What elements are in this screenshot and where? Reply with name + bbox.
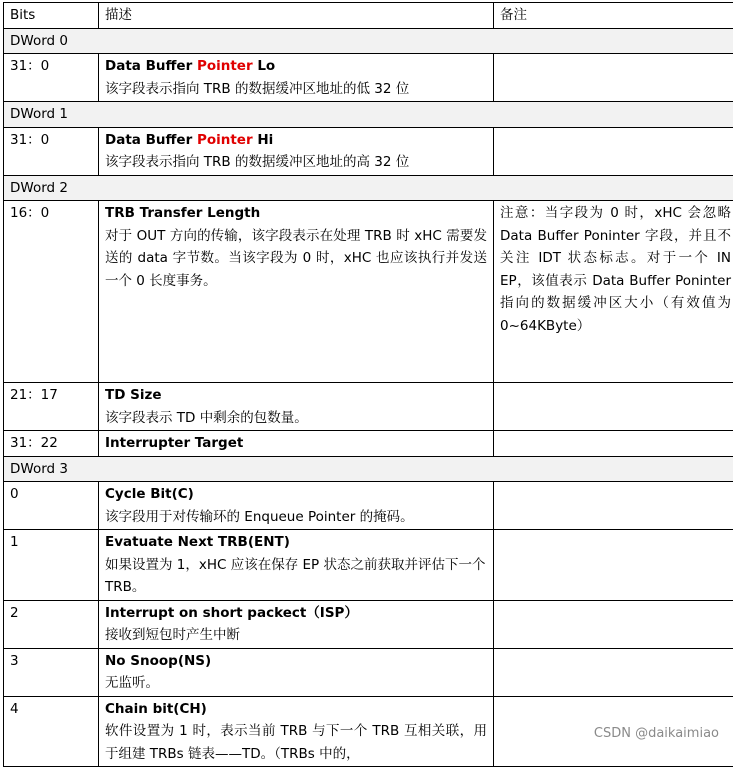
bits-cell: 21：17 (4, 383, 99, 431)
desc-cell (99, 530, 494, 601)
bits-cell: 16：0 (4, 201, 99, 383)
note-cell (494, 127, 733, 175)
desc-cell (99, 54, 494, 102)
dword-label: DWord 3 (4, 456, 733, 482)
bits-cell: 31：22 (4, 431, 99, 457)
note-cell (494, 431, 733, 457)
desc-cell (99, 201, 494, 383)
desc-cell (99, 600, 494, 648)
dword-row (4, 28, 733, 54)
field-title: Data Buffer Pointer Lo (105, 55, 487, 78)
note-cell (494, 530, 733, 601)
bits-cell: 2 (4, 600, 99, 648)
desc-cell (99, 431, 494, 457)
trb-field-table (3, 2, 733, 767)
field-desc: 对于 OUT 方向的传输，该字段表示在处理 TRB 时 xHC 需要发送的 data 字节数。当该字段为 0 时，xHC 也应该执行并发送一个 0 长度事务。 (105, 225, 487, 293)
field-desc: 接收到短包时产生中断 (105, 624, 487, 647)
note-cell (494, 648, 733, 696)
table-row (4, 54, 733, 102)
desc-cell (99, 383, 494, 431)
dword-label: DWord 1 (4, 102, 733, 128)
desc-cell (99, 482, 494, 530)
table-row (4, 600, 733, 648)
highlight-word: Pointer (197, 132, 253, 148)
field-desc: 无监听。 (105, 672, 487, 695)
field-desc: 该字段表示指向 TRB 的数据缓冲区地址的低 32 位 (105, 78, 487, 101)
header-bits: Bits (4, 3, 99, 29)
field-desc: 该字段用于对传输环的 Enqueue Pointer 的掩码。 (105, 506, 487, 529)
bits-cell: 0 (4, 482, 99, 530)
header-desc: 描述 (99, 3, 494, 29)
table-row (4, 482, 733, 530)
highlight-word: Pointer (197, 58, 253, 74)
table-row (4, 383, 733, 431)
note-cell (494, 383, 733, 431)
bits-cell: 31：0 (4, 54, 99, 102)
field-title: No Snoop(NS) (105, 650, 487, 673)
field-title: Interrupter Target (105, 432, 487, 455)
table-header-row (4, 3, 733, 29)
desc-cell (99, 696, 494, 767)
table-row (4, 530, 733, 601)
header-note: 备注 (494, 3, 733, 29)
field-title: Interrupt on short packect（ISP） (105, 602, 487, 625)
bits-cell: 3 (4, 648, 99, 696)
table-row (4, 127, 733, 175)
watermark: CSDN @daikaimiao (594, 726, 719, 741)
field-desc: 该字段表示指向 TRB 的数据缓冲区地址的高 32 位 (105, 151, 487, 174)
table-row (4, 201, 733, 383)
field-title: Data Buffer Pointer Hi (105, 129, 487, 152)
note-cell (494, 600, 733, 648)
dword-row (4, 456, 733, 482)
bits-cell: 4 (4, 696, 99, 767)
desc-cell (99, 127, 494, 175)
dword-row (4, 102, 733, 128)
field-title: TRB Transfer Length (105, 202, 487, 225)
bits-cell: 1 (4, 530, 99, 601)
field-title: Chain bit(CH) (105, 698, 487, 721)
field-title: TD Size (105, 384, 487, 407)
field-desc: 如果设置为 1，xHC 应该在保存 EP 状态之前获取并评估下一个 TRB。 (105, 554, 487, 599)
note-cell (494, 54, 733, 102)
table-row (4, 431, 733, 457)
table-row (4, 648, 733, 696)
dword-label: DWord 2 (4, 175, 733, 201)
note-cell: 注意：当字段为 0 时，xHC 会忽略 Data Buffer Poninter 字段，并且不关注 IDT 状态标志。对于一个 IN EP，该值表示 Data Buffer Poninter 指向的数据缓冲区大小（有效值为 0~64KByte） (494, 201, 733, 383)
note-cell (494, 482, 733, 530)
dword-row (4, 175, 733, 201)
field-desc: 该字段表示 TD 中剩余的包数量。 (105, 407, 487, 430)
field-title: Evatuate Next TRB(ENT) (105, 531, 487, 554)
field-title: Cycle Bit(C) (105, 483, 487, 506)
bits-cell: 31：0 (4, 127, 99, 175)
field-desc: 软件设置为 1 时，表示当前 TRB 与下一个 TRB 互相关联，用于组建 TRBs 链表——TD。（TRBs 中的， (105, 720, 487, 765)
desc-cell (99, 648, 494, 696)
dword-label: DWord 0 (4, 28, 733, 54)
